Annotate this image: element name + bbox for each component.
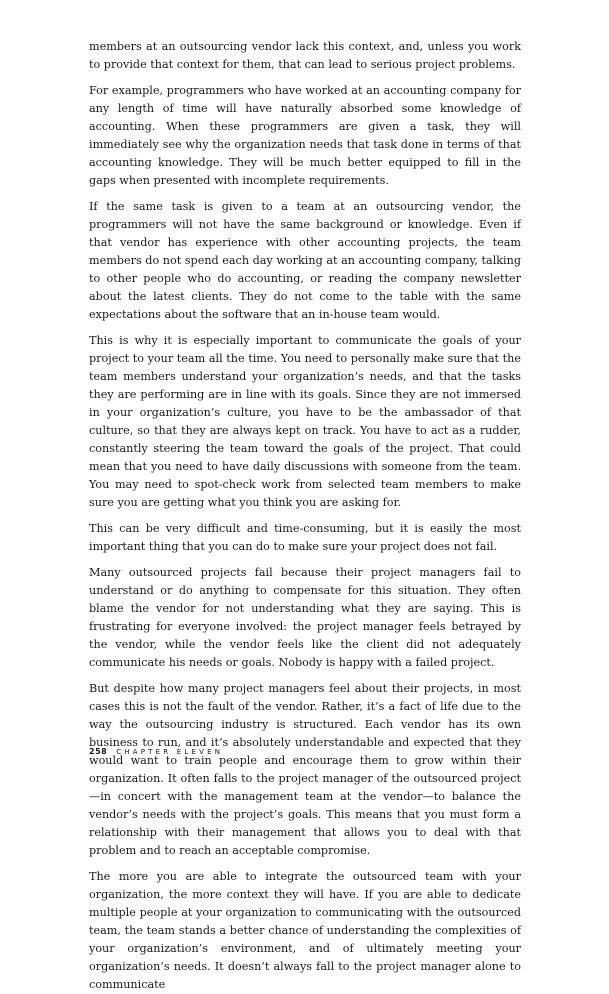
paragraph-7: But despite how many project managers feel about their projects, in most cases this is not the fault of the vendor. Rather, it’s a fact of life due to the way the outsourcing industry is structured. Each vendor has its own business to run, and it’s absolutely understandable and expected that they would want to train people and encourage them to grow within their organization. It often falls to the project manager of the outsourced project—in concert with the management team at the vendor—to balance the vendor’s needs with the project’s goals. This means that you must form a relationship with their management that allows you to deal with that problem and to reach an acceptable compromise. xyxy=(89,682,521,857)
page-footer xyxy=(89,747,223,756)
chapter-running-head: CHAPTER ELEVEN xyxy=(116,748,224,756)
paragraph-5: This can be very difficult and time-consuming, but it is easily the most important thing that you can do to make sure your project does not fail. xyxy=(89,522,521,553)
paragraph-4: This is why it is especially important to communicate the goals of your project to your team all the time. You need to personally make sure that the team members understand your organization’s needs, and that the tasks they are performing are in line with its goals. Since they are not immersed in your organization’s culture, you have to be the ambassador of that culture, so that they are always kept on track. You have to act as a rudder, constantly steering the team toward the goals of the project. That could mean that you need to have daily discussions with someone from the team. You may need to spot-check work from selected team members to make sure you are getting what you think you are asking for. xyxy=(89,334,521,509)
paragraph-6: Many outsourced projects fail because their project managers fail to understand or do anything to compensate for this situation. They often blame the vendor for not understanding what they are saying. This is frustrating for everyone involved: the project manager feels betrayed by the vendor, while the vendor feels like the client did not adequately communicate his needs or goals. Nobody is happy with a failed project. xyxy=(89,566,521,669)
paragraph-8: The more you are able to integrate the outsourced team with your organization, the more context they will have. If you are able to dedicate multiple people at your organization to communicating with the outsourced team, the team stands a better chance of understanding the complexities of your organization’s environment, and of ultimately meeting your organization’s needs. It doesn’t always fall to the project manager alone to communicate xyxy=(89,870,521,991)
paragraph-1: members at an outsourcing vendor lack this context, and, unless you work to provide that context for them, that can lead to serious project problems. xyxy=(89,40,521,71)
paragraph-3: If the same task is given to a team at an outsourcing vendor, the programmers will not have the same background or knowledge. Even if that vendor has experience with other accounting projects, the team members do not spend each day working at an accounting company, talking to other people who do accounting, or reading the company newsletter about the latest clients. They do not come to the table with the same expectations about the software that an in-house team would. xyxy=(89,200,521,321)
paragraph-2: For example, programmers who have worked at an accounting company for any length of time will have naturally absorbed some knowledge of accounting. When these programmers are given a task, they will immediately see why the organization needs that task done in terms of that accounting knowledge. They will be much better equipped to fill in the gaps when presented with incomplete requirements. xyxy=(89,84,521,187)
page-number: 258 xyxy=(89,747,108,756)
body-text xyxy=(89,38,521,994)
